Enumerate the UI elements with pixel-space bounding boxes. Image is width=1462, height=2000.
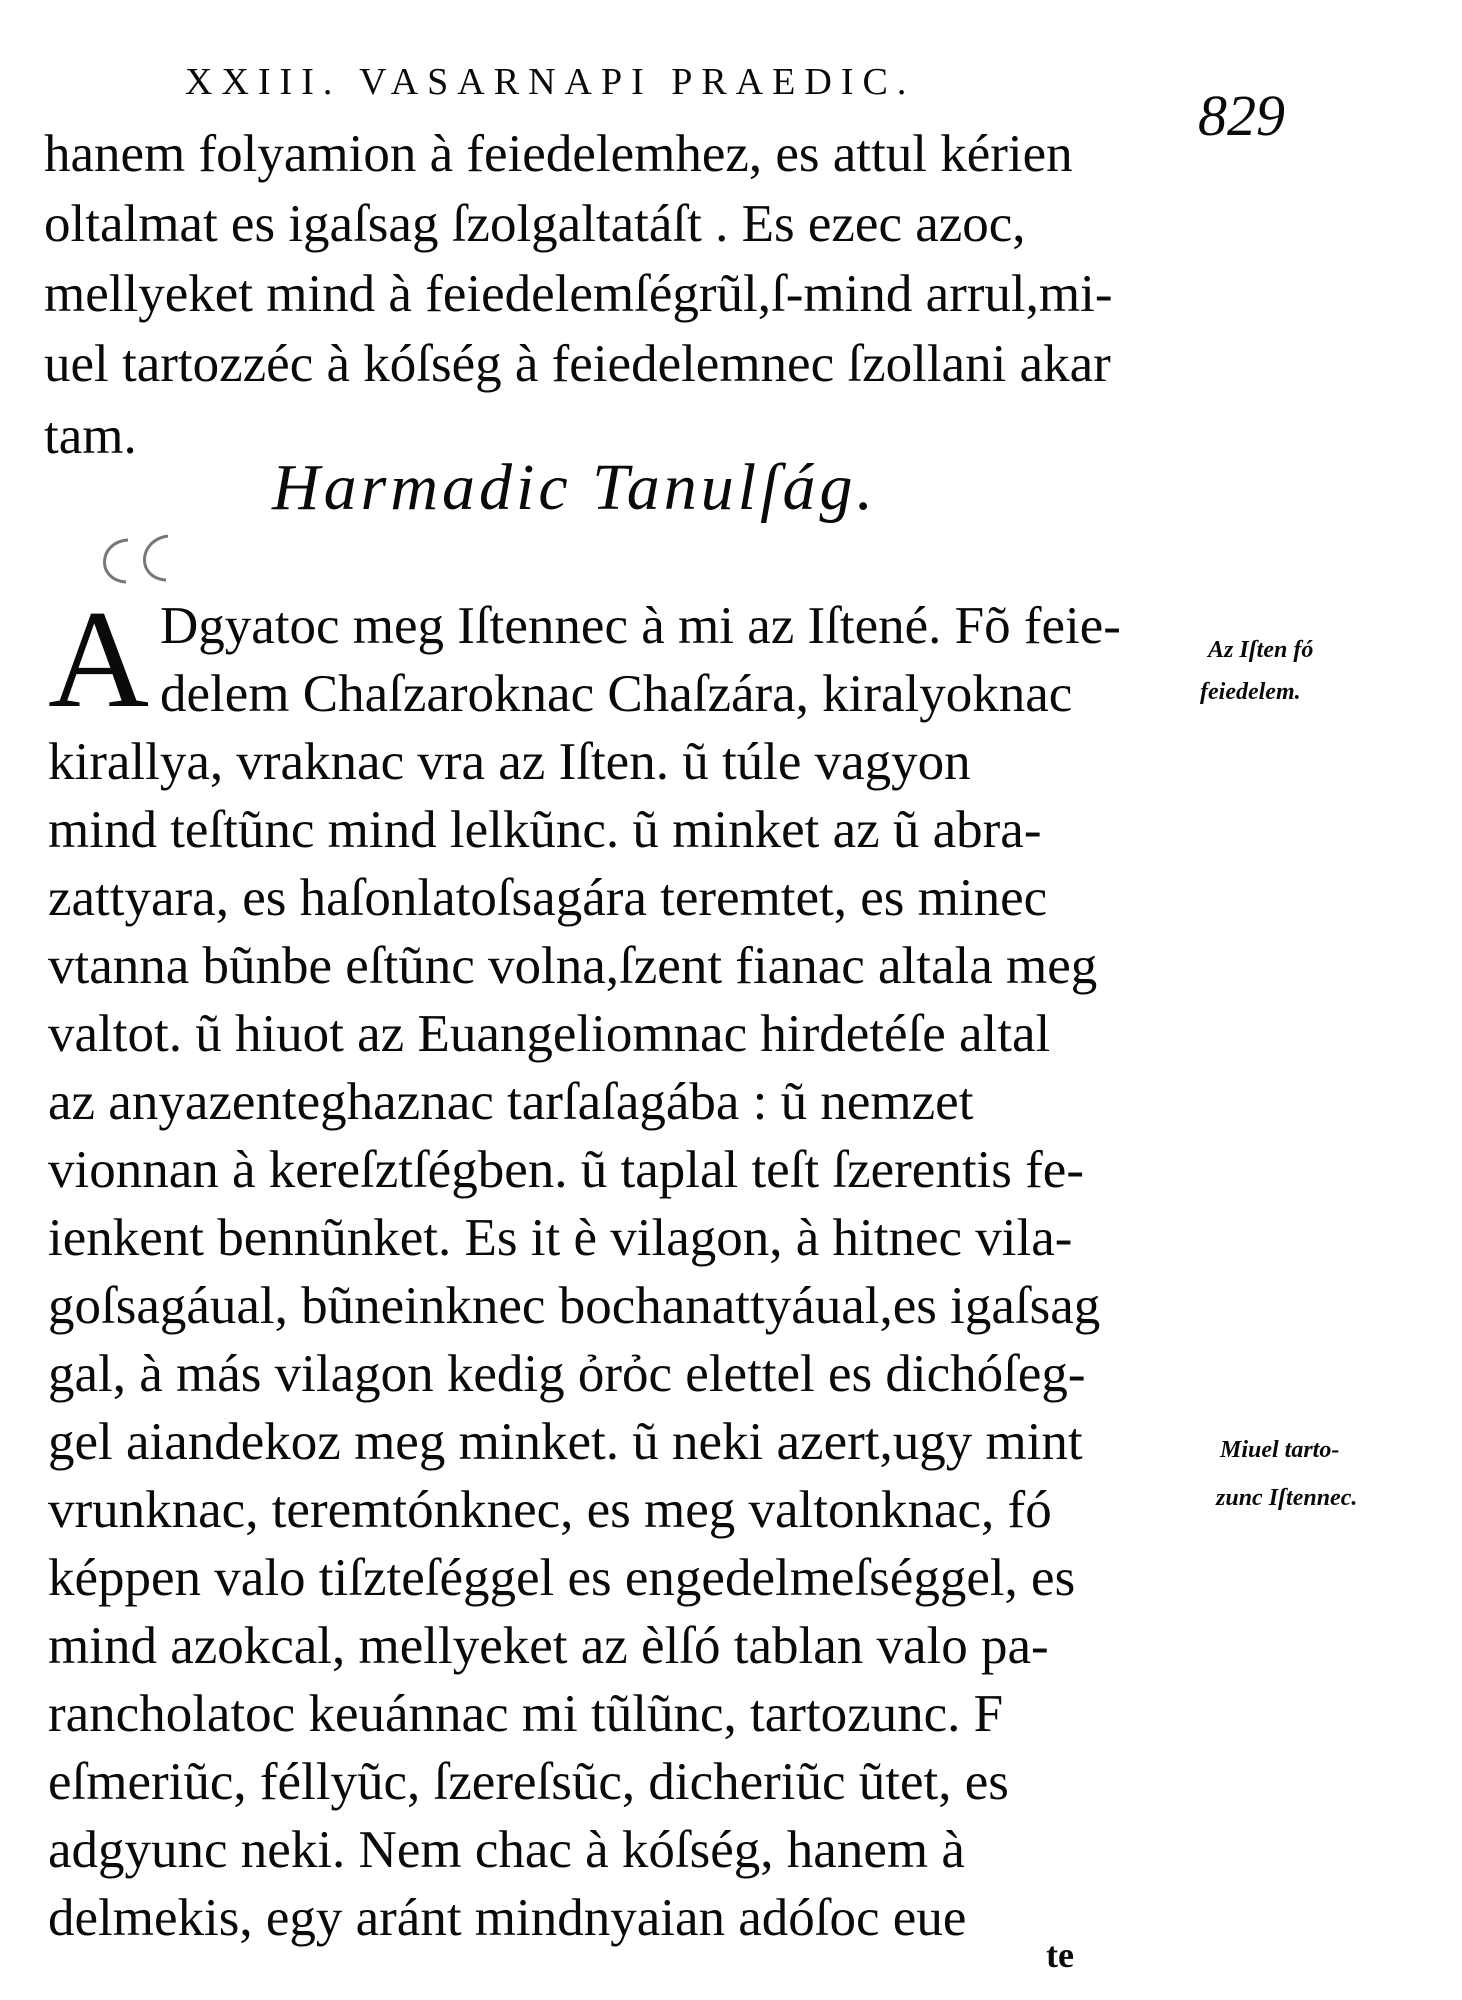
text-line: mind azokcal, mellyeket az èlſó tablan valo pa- <box>48 1617 1049 1675</box>
text-line: vionnan à kereſztſégben. ũ taplal teſt ſzerentis fe- <box>48 1141 1084 1199</box>
text-line: ienkent bennũnket. Es it è vilagon, à hitnec vila- <box>48 1209 1073 1267</box>
text-line: vtanna bũnbe eſtũnc volna,ſzent fianac altala meg <box>48 937 1098 995</box>
margin-note-line: Az Iſten fó <box>1208 637 1314 663</box>
running-head: XXIII. VASARNAPI PRAEDIC. <box>185 61 916 103</box>
drop-cap: A <box>48 582 150 737</box>
text-line: gel aiandekoz meg minket. ũ neki azert,ugy mint <box>48 1413 1083 1471</box>
text-line: adgyunc neki. Nem chac à kóſség, hanem à <box>48 1821 965 1879</box>
section-heading: Harmadic Tanulſág. <box>272 451 877 524</box>
text-line: valtot. ũ hiuot az Euangeliomnac hirdetéſe altal <box>48 1005 1051 1063</box>
text-line: az anyazenteghaznac tarſaſagába : ũ nemzet <box>48 1073 974 1131</box>
margin-note-line: zunc Iſtennec. <box>1216 1485 1358 1511</box>
text-line: eſmeriũc, féllyũc, ſzereſsũc, dicheriũc ũtet, es <box>48 1753 1009 1811</box>
text-line: hanem folyamion à feiedelemhez, es attul kérien <box>44 125 1073 183</box>
margin-note-line: feiedelem. <box>1200 679 1301 705</box>
text-line: goſsagáual, bũneinknec bochanattyáual,es igaſsag <box>48 1277 1101 1335</box>
text-line: kirallya, vraknac vra az Iſten. ũ túle vagyon <box>48 733 971 791</box>
text-line: tam. <box>44 407 137 465</box>
margin-note-line: Miuel tarto- <box>1220 1437 1340 1463</box>
text-line: oltalmat es igaſsag ſzolgaltatáſt . Es ezec azoc, <box>44 195 1026 253</box>
page-number: 829 <box>1198 83 1285 148</box>
text-line: mind teſtũnc mind lelkũnc. ũ minket az ũ abra- <box>48 801 1042 859</box>
catchword: te <box>1046 1935 1074 1975</box>
text-line: uel tartozzéc à kóſség à feiedelemnec ſzollani akar <box>44 335 1111 393</box>
text-line: vrunknac, teremtónknec, es meg valtonknac, fó <box>48 1481 1052 1539</box>
text-line: mellyeket mind à feiedelemſégrũl,ſ-mind arrul,mi- <box>44 265 1113 323</box>
text-line: rancholatoc keuánnac mi tũlũnc, tartozunc. F <box>48 1685 1004 1743</box>
text-line: delem Chaſzaroknac Chaſzára, kiralyoknac <box>160 665 1073 723</box>
text-line: gal, à más vilagon kedig ỏrỏc elettel es dichóſeg- <box>48 1345 1086 1403</box>
text-line: delmekis, egy aránt mindnyaian adóſoc eue <box>48 1889 967 1947</box>
text-line: képpen valo tiſzteſéggel es engedelmeſséggel, es <box>48 1549 1076 1607</box>
text-line: Dgyatoc meg Iſtennec à mi az Iſtené. Fõ feie- <box>160 597 1121 655</box>
text-line: zattyara, es haſonlatoſsagára teremtet, es minec <box>48 869 1048 927</box>
